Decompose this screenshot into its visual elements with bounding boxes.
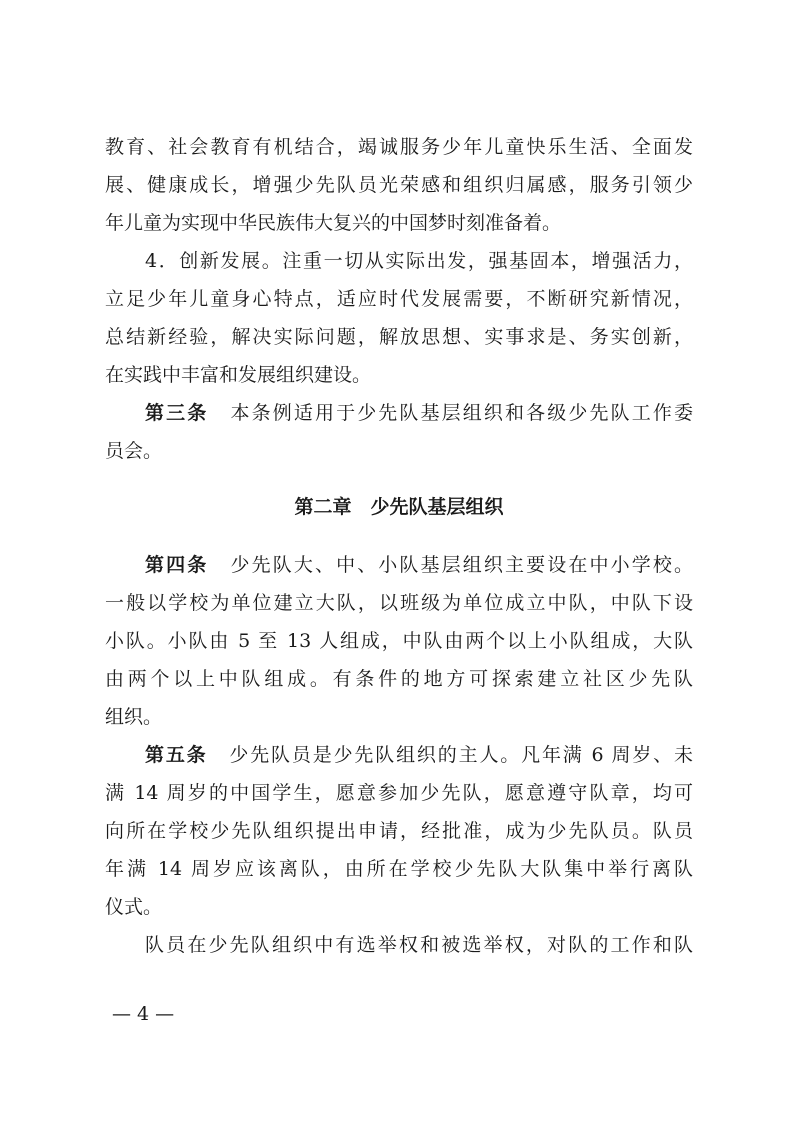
text-line: 仪式。 — [105, 896, 163, 918]
article-text: 少先队员是少先队组织的主人。凡年满 6 周岁、未 — [227, 744, 693, 766]
text-line: 年儿童为实现中华民族伟大复兴的中国梦时刻准备着。 — [105, 212, 562, 234]
article-label: 第四条 — [145, 554, 209, 576]
article-line — [105, 736, 693, 774]
text-line: 组织。 — [105, 706, 163, 728]
text-line: 总结新经验，解决实际问题，解放思想、实事求是、务实创新， — [105, 326, 693, 348]
article-text: 少先队大、中、小队基层组织主要设在中小学校。 — [228, 554, 693, 576]
article-line — [105, 394, 693, 432]
article-label: 第五条 — [145, 744, 208, 766]
chapter-title: 第二章 少先队基层组织 — [294, 496, 504, 518]
text-line: 队员在少先队组织中有选举权和被选举权，对队的工作和队 — [145, 934, 693, 956]
text-line: 员会。 — [105, 440, 163, 462]
text-line: 年满 14 周岁应该离队，由所在学校少先队大队集中举行离队 — [105, 858, 693, 880]
text-line: 在实践中丰富和发展组织建设。 — [105, 364, 372, 386]
text-line: 满 14 周岁的中国学生，愿意参加少先队，愿意遵守队章，均可 — [105, 782, 693, 804]
article-line — [105, 546, 693, 584]
text-line: 展、健康成长，增强少先队员光荣感和组织归属感，服务引领少 — [105, 174, 693, 196]
text-line: 一般以学校为单位建立大队，以班级为单位成立中队，中队下设 — [105, 592, 693, 614]
text-line: 教育、社会教育有机结合，竭诚服务少年儿童快乐生活、全面发 — [105, 136, 693, 158]
body-text — [105, 128, 693, 964]
text-line: 4．创新发展。注重一切从实际出发，强基固本，增强活力， — [145, 250, 693, 272]
article-label: 第三条 — [145, 402, 209, 424]
article-text: 本条例适用于少先队基层组织和各级少先队工作委 — [228, 402, 693, 424]
page-number: — 4 — — [112, 1003, 175, 1025]
text-line: 由两个以上中队组成。有条件的地方可探索建立社区少先队 — [105, 668, 693, 690]
text-line: 立足少年儿童身心特点，适应时代发展需要，不断研究新情况， — [105, 288, 693, 310]
text-line: 向所在学校少先队组织提出申请，经批准，成为少先队员。队员 — [105, 820, 693, 842]
text-line: 小队。小队由 5 至 13 人组成，中队由两个以上小队组成，大队 — [105, 630, 693, 652]
